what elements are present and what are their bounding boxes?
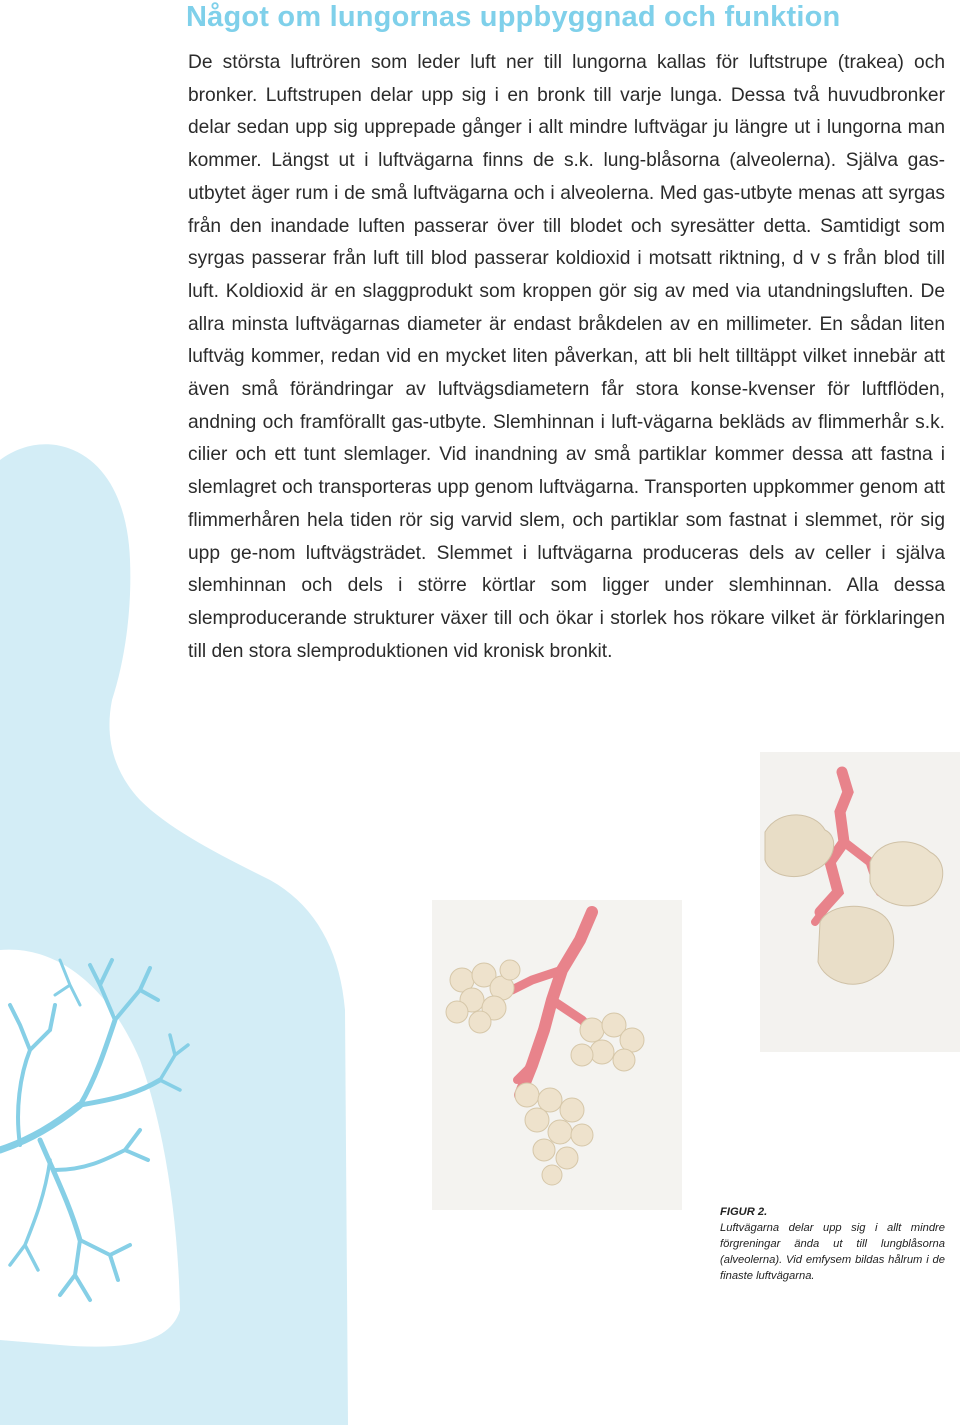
- alveoli-sacs-emphysema-image: [760, 752, 960, 1052]
- body-text: [188, 47, 945, 668]
- figure-caption-text: Luftvägarna delar upp sig i allt mindre förgreningar ända ut till lungblåsorna (alveolerna). Vid emfysem bildas hålrum i de finaste luftvägarna.: [720, 1222, 945, 1282]
- figure-caption: [720, 1204, 945, 1284]
- page-title: Något om lungornas uppbyggnad och funktion: [186, 1, 841, 33]
- alveoli-sacs-healthy-image: [432, 900, 682, 1210]
- figure-label: FIGUR 2.: [720, 1206, 768, 1218]
- body-paragraph: De största luftrören som leder luft ner till lungorna kallas för luftstrupe (trakea) och bronker. Luftstrupen delar upp sig i en bronk till varje lunga. Dessa två huvudbronker delar sedan upp sig upprepade gånger i allt mindre luftvägar ju längre ut i lungorna man kommer. Längst ut i luftvägarna finns de s.k. lung-blåsorna (alveolerna). Själva gas-utbytet äger rum i de små luftvägarna och i alveolerna. Med gas-utbyte menas att syrgas från den inandade luften passerar över till blodet och syresätter detta. Samtidigt som syrgas passerar från luft till blod passerar koldioxid i motsatt riktning, d v s från blod till luft. Koldioxid är en slaggprodukt som kroppen gör sig av med via utandningsluften. De allra minsta luftvägarnas diameter är endast bråkdelen av en millimeter. En sådan liten luftväg kommer, redan vid en mycket liten påverkan, att bli helt tilltäppt vilket innebär att även små förändringar av luftvägsdiametern får stora konse-kvenser för luftflöden, andning och framförallt gas-utbyte. Slemhinnan i luft-vägarna bekläds av flimmerhår s.k. cilier och ett tunt slemlager. Vid inandning av små partiklar kommer dessa att fastna i slemlagret och transporteras upp genom luftvägarna. Transporten uppkommer genom att flimmerhåren hela tiden rör sig varvid slem, och partiklar som fastnat i slemmet, rör sig upp ge-nom luftvägsträdet. Slemmet i luftvägarna produceras dels av celler i själva slemhinnan och dels i större körtlar som ligger under slemhinnan. Alla dessa slemproducerande strukturer växer till och ökar i storlek hos rökare vilket är förklaringen till den stora slemproduktionen vid kronisk bronkit.: [188, 52, 945, 662]
